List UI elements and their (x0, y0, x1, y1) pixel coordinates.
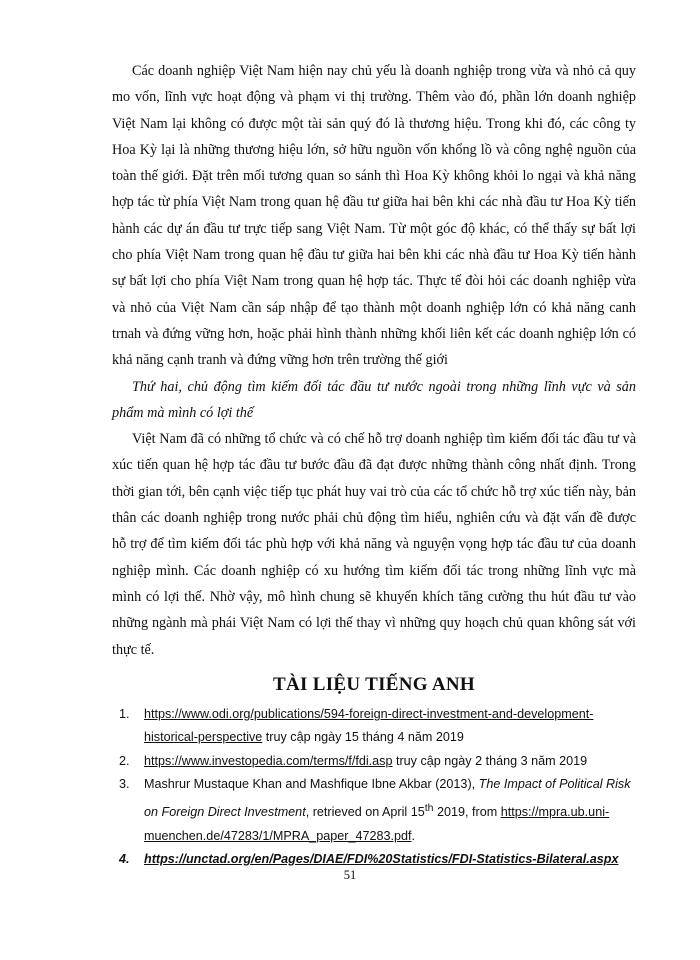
reference-text: truy cập ngày 2 tháng 3 năm 2019 (392, 753, 588, 768)
references-heading: TÀI LIỆU TIẾNG ANH (273, 673, 475, 695)
reference-number: 1. (119, 706, 130, 721)
reference-superscript: th (424, 801, 434, 814)
reference-link-3[interactable]: https://mpra.ub.uni-muenchen.de/47283/1/MPRA_paper_47283.pdf (144, 805, 610, 843)
reference-item-2 (112, 750, 636, 774)
reference-item-3 (112, 773, 636, 848)
reference-link-4[interactable]: https://unctad.org/en/Pages/DIAE/FDI%20Statistics/FDI-Statistics-Bilateral.aspx (144, 852, 619, 867)
reference-number: 2. (119, 753, 130, 768)
reference-link-2[interactable]: https://www.investopedia.com/terms/f/fdi.asp (144, 753, 393, 768)
reference-year: 2019, from (433, 805, 501, 820)
page-number: 51 (343, 868, 357, 882)
paragraph-1: Các doanh nghiệp Việt Nam hiện nay chủ yếu là doanh nghiệp trong vừa và nhỏ cả quy mo vốn, lĩnh vực hoạt động và phạm vi thị trường. Thêm vào đó, phần lớn doanh nghiệp Việt Nam lại không có được một tài sản quý đó là thương hiệu. Trong khi đó, các công ty Hoa Kỳ lại là những thương hiệu lớn, sở hữu nguồn vốn khổng lồ và công nghệ nguồn của toàn thế giới. Đặt trên mối tương quan so sánh thì Hoa Kỳ không khỏi lo ngại và khả năng hợp tác từ phía Việt Nam trong quan hệ đầu tư giữa hai bên khi các nhà đầu tư Hoa Kỳ tiến hành các dự án đầu tư trực tiếp sang Việt Nam. Từ một góc độ khác, có thể thấy sự bất lợi cho phía Việt Nam trong quan hệ đầu tư giữa hai bên khi các nhà đầu tư Hoa Kỳ tiến hành sự bất lợi cho phía Việt Nam trong quan hệ hợp tác. Thực tế đòi hỏi các doanh nghiệp vừa và nhỏ của Việt Nam cần sáp nhập để tạo thành một doanh nghiệp lớn có khả năng canh trnah và đứng vững hơn, hoặc phải hình thành những khối liên kết các doanh nghiệp lớn có khả năng cạnh tranh và đứng vững hơn trên trường thế giới (112, 63, 636, 369)
reference-end: . (411, 828, 415, 843)
paragraph-2-italic: Thứ hai, chủ động tìm kiếm đối tác đầu tư nước ngoài trong những lĩnh vực và sản phẩm mà mình có lợi thế (112, 378, 636, 421)
reference-authors: Mashrur Mustaque Khan and Mashfique Ibne Akbar (2013), (144, 777, 479, 792)
reference-item-1 (112, 703, 636, 750)
reference-number: 4. (119, 852, 130, 867)
document-page (112, 58, 636, 872)
reference-retrieved: , retrieved on April 15 (305, 805, 425, 820)
reference-number: 3. (119, 777, 130, 792)
paragraph-3: Việt Nam đã có những tổ chức và có chế hỗ trợ doanh nghiệp tìm kiếm đối tác đầu tư và xúc tiến quan hệ hợp tác đầu tư bước đầu đã đạt được những thành công nhất định. Trong thời gian tới, bên cạnh việc tiếp tục phát huy vai trò của các tổ chức hỗ trợ xúc tiến này, bản thân các doanh nghiệp trong nước phải chủ động tìm hiểu, nghiên cứu và đặt vấn đề được hỗ trợ để tìm kiếm đối tác phù hợp với khả năng và nguyện vọng hợp tác đầu tư của doanh nghiệp mình. Các doanh nghiệp có xu hướng tìm kiếm đối tác trong những lĩnh vực mà mình có lợi thế. Nhờ vậy, mô hình chung sẽ khuyến khích tăng cường thu hút đầu tư vào những ngành mà phái Việt Nam có lợi thế thay vì những quy hoạch chủ quan không sát với thực tế. (112, 431, 636, 658)
reference-title: The Impact of Political Risk on Foreign Direct Investment (144, 777, 631, 820)
reference-text: truy cập ngày 15 tháng 4 năm 2019 (262, 730, 464, 745)
references-list (112, 703, 636, 872)
reference-link-1[interactable]: https://www.odi.org/publications/594-foreign-direct-investment-and-development-historical-perspective (144, 706, 594, 745)
